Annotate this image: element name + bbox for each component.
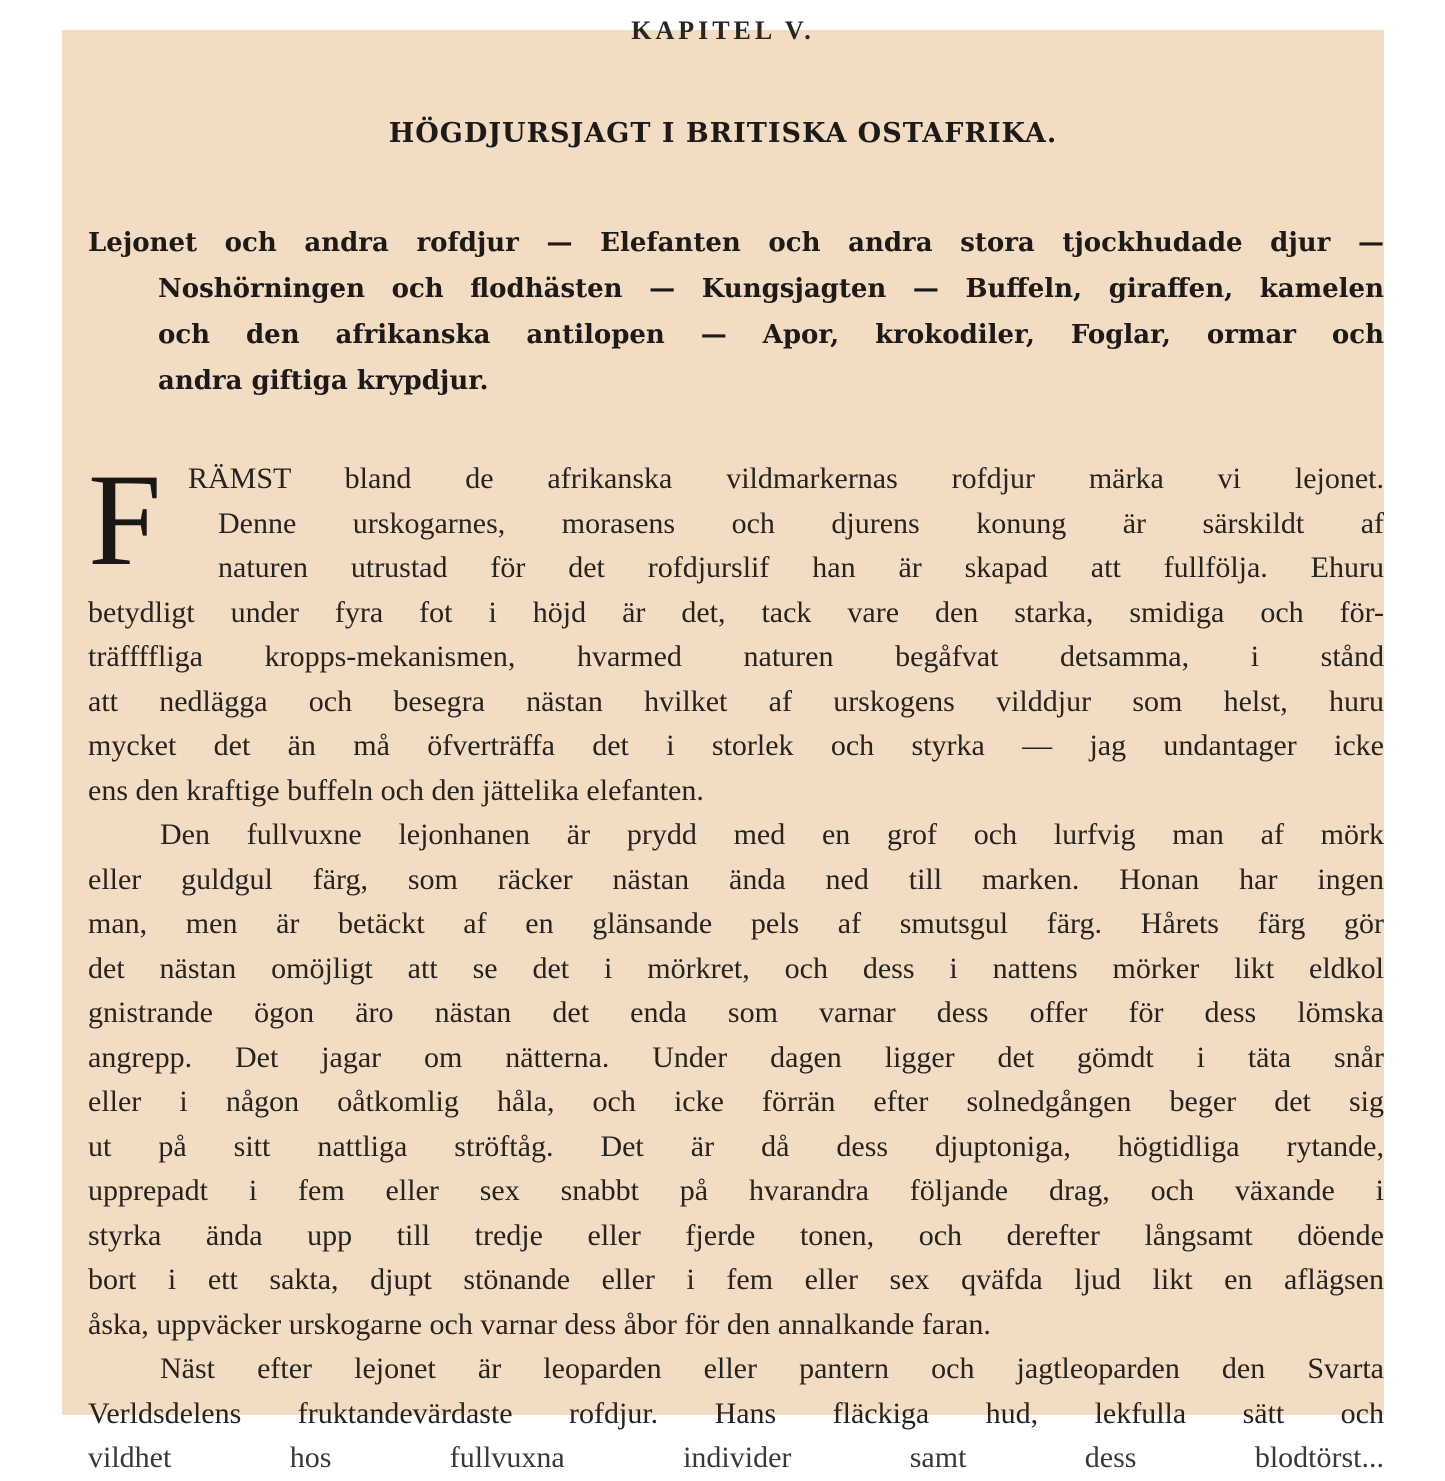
text-line: man, men är betäckt af en glänsande pels af smutsgul färg. Hårets färg gör	[88, 907, 1384, 940]
text-line: RÄMST bland de afrikanska vildmarkernas rofdjur märka vi lejonet.	[188, 462, 1384, 495]
book-page	[62, 16, 1384, 1474]
text-line: träffffliga kropps-mekanismen, hvarmed naturen begåfvat detsamma, i stånd	[88, 640, 1384, 673]
body-text	[88, 446, 1384, 1481]
text-line: vildhet hos fullvuxna individer samt dess blodtörst...	[88, 1441, 1384, 1474]
text-line: angrepp. Det jagar om nätterna. Under dagen ligger det gömdt i täta snår	[88, 1040, 1384, 1074]
text-line: det nästan omöjligt att se det i mörkret, och dess i nattens mörker likt eldkol	[88, 951, 1384, 985]
text-line: Verldsdelens fruktandevärdaste rofdjur. Hans fläckiga hud, lekfulla sätt och	[88, 1396, 1384, 1430]
text-line: eller i någon oåtkomlig håla, och icke förrän efter solnedgången beger det sig	[88, 1085, 1384, 1118]
text-line: eller guldgul färg, som räcker nästan ända ned till marken. Honan har ingen	[88, 862, 1384, 896]
chapter-heading: KAPITEL V.	[631, 16, 815, 45]
text-line: ens den kraftige buffeln och den jättelika elefanten.	[88, 773, 704, 807]
text-line: Den fullvuxne lejonhanen är prydd med en grof och lurfvig man af mörk	[160, 818, 1384, 851]
text-line: betydligt under fyra fot i höjd är det, tack vare den starka, smidiga och för-	[88, 595, 1384, 629]
summary-line: Noshörningen och flodhästen — Kungsjagten — Buffeln, giraffen, kamelen	[158, 274, 1384, 304]
text-line: ut på sitt nattliga ströftåg. Det är då dess djuptoniga, högtidliga rytande,	[88, 1129, 1384, 1163]
drop-cap: F	[88, 446, 162, 593]
chapter-summary	[88, 220, 1384, 404]
text-line: upprepadt i fem eller sex snabbt på hvarandra följande drag, och växande i	[88, 1174, 1384, 1207]
text-line: Denne urskogarnes, morasens och djurens konung är särskildt af	[218, 506, 1384, 540]
summary-line: och den afrikanska antilopen — Apor, krokodiler, Foglar, ormar och	[158, 320, 1384, 350]
text-line: styrka ända upp till tredje eller fjerde tonen, och derefter långsamt döende	[88, 1218, 1384, 1252]
summary-line: Lejonet och andra rofdjur — Elefanten och andra stora tjockhudade djur —	[88, 228, 1384, 258]
text-line: åska, uppväcker urskogarne och varnar dess åbor för den annalkande faran.	[88, 1307, 991, 1341]
text-line: bort i ett sakta, djupt stönande eller i fem eller sex qväfda ljud likt en aflägsen	[88, 1263, 1384, 1296]
text-line: mycket det än må öfverträffa det i storlek och styrka — jag undantager icke	[88, 729, 1384, 762]
text-line: att nedlägga och besegra nästan hvilket af urskogens vilddjur som helst, huru	[88, 684, 1384, 718]
text-line: naturen utrustad för det rofdjurslif han är skapad att fullfölja. Ehuru	[218, 551, 1384, 584]
summary-line: andra giftiga krypdjur.	[158, 366, 489, 396]
text-line: Näst efter lejonet är leoparden eller pantern och jagtleoparden den Svarta	[160, 1352, 1384, 1385]
page-title: HÖGDJURSJAGT I BRITISKA OSTAFRIKA.	[388, 118, 1058, 149]
text-line: gnistrande ögon äro nästan det enda som varnar dess offer för dess lömska	[88, 996, 1384, 1029]
